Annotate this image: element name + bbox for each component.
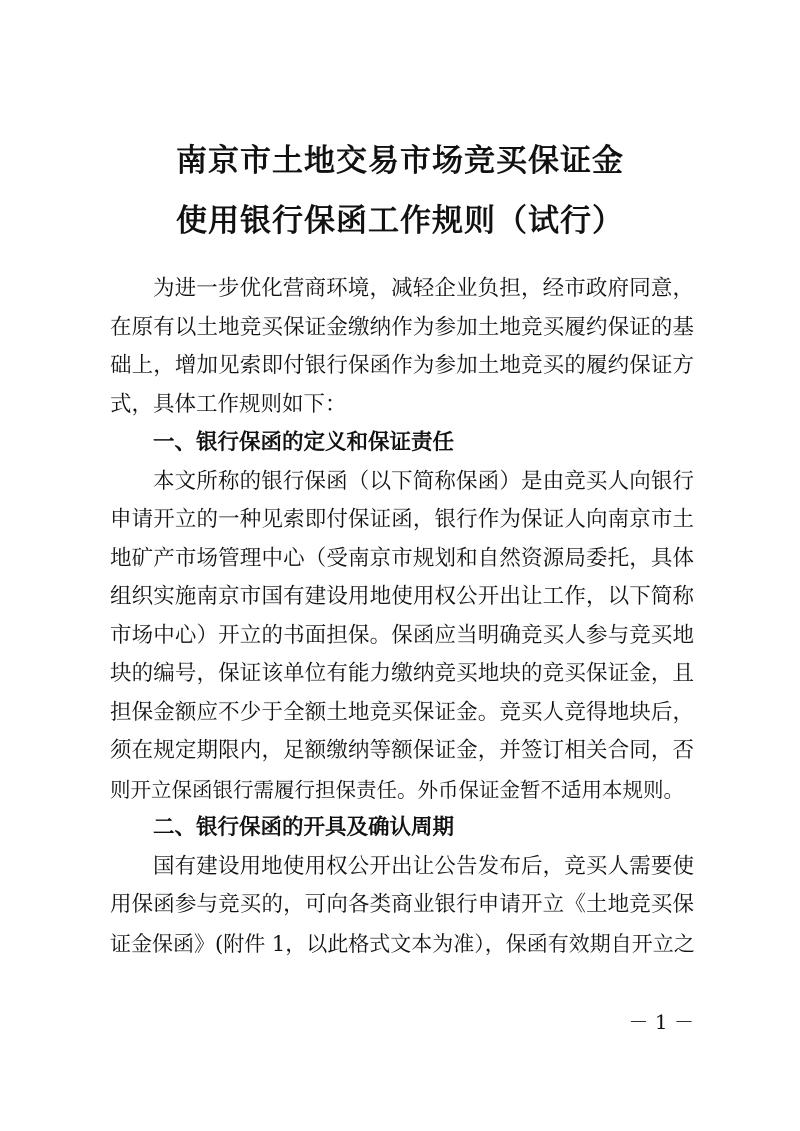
paragraph-line: 在原有以土地竞买保证金缴纳作为参加土地竞买履约保证的基 — [110, 314, 694, 340]
paragraph-line: 式，具体工作规则如下： — [110, 391, 347, 417]
paragraph-line: 础上，增加见索即付银行保函作为参加土地竞买的履约保证方 — [110, 353, 694, 378]
paragraph-line: 组织实施南京市国有建设用地使用权公开出让工作，以下简称 — [110, 584, 694, 609]
document-body — [110, 270, 694, 963]
paragraph-line: 为进一步优化营商环境，减轻企业负担，经市政府同意， — [153, 276, 694, 301]
page-number: － 1 － — [628, 1010, 694, 1034]
paragraph-line: 证金保函》(附件 1，以此格式文本为准），保函有效期自开立之 — [110, 931, 695, 956]
paragraph-line: 申请开立的一种见索即付保证函，银行作为保证人向南京市土 — [110, 507, 694, 532]
document-title-line-2: 使用银行保函工作规则（试行） — [176, 203, 624, 239]
paragraph-line: 块的编号，保证该单位有能力缴纳竞买地块的竞买保证金，且 — [110, 661, 694, 686]
paragraph-line: 则开立保函银行需履行担保责任。外币保证金暂不适用本规则。 — [110, 777, 684, 802]
paragraph-line: 国有建设用地使用权公开出让公告发布后，竞买人需要使 — [153, 853, 694, 879]
paragraph-line: 用保函参与竞买的，可向各类商业银行申请开立《土地竞买保 — [110, 892, 694, 917]
paragraph-line: 担保金额应不少于全额土地竞买保证金。竞买人竞得地块后， — [110, 699, 694, 725]
paragraph-line: 地矿产市场管理中心（受南京市规划和自然资源局委托，具体 — [110, 545, 694, 571]
section-heading-1: 一、银行保函的定义和保证责任 — [153, 430, 455, 455]
paragraph-line: 须在规定期限内，足额缴纳等额保证金，并签订相关合同，否 — [110, 738, 694, 763]
paragraph-line: 市场中心）开立的书面担保。保函应当明确竞买人参与竞买地 — [110, 622, 694, 648]
paragraph-line: 本文所称的银行保函（以下简称保函）是由竞买人向银行 — [153, 468, 694, 494]
section-heading-2: 二、银行保函的开具及确认周期 — [153, 815, 455, 840]
document-title-line-1: 南京市土地交易市场竞买保证金 — [176, 143, 624, 179]
